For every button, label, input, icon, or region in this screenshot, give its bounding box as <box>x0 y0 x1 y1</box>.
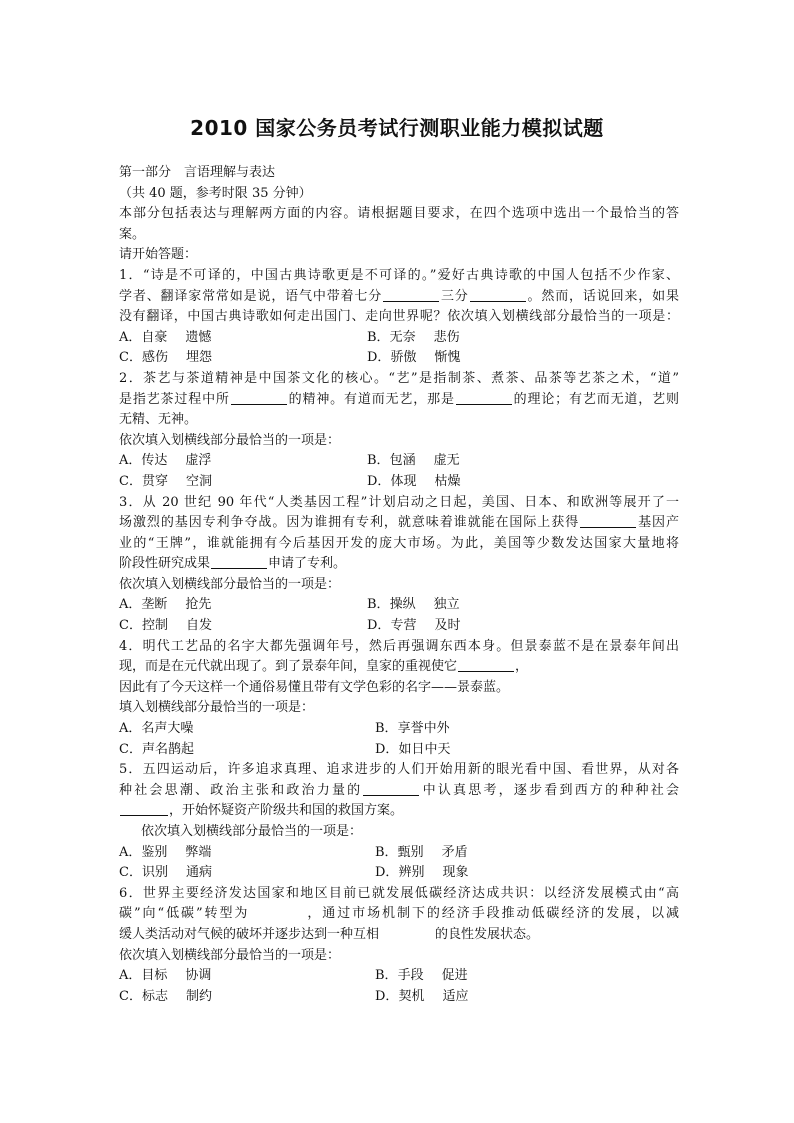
option-d: D．辨别 现象 <box>375 865 469 881</box>
option-row <box>119 740 679 761</box>
option-row <box>119 987 679 1008</box>
option-b: B．甄别 矛盾 <box>375 844 468 860</box>
option-row <box>119 863 679 884</box>
document-body <box>119 163 679 1007</box>
option-d: D．契机 适应 <box>375 988 469 1004</box>
question-text-line: ，开始怀疑资产阶级共和国的救国方案。 <box>119 801 679 822</box>
option-c: C．感伤 埋怨 <box>119 350 212 366</box>
option-row <box>119 719 679 740</box>
question-5 <box>119 760 679 884</box>
section-intro-cont: 案。 <box>119 226 146 242</box>
section-heading: 第一部分 言语理解与表达 <box>119 165 276 180</box>
option-a: A．自豪 遗憾 <box>119 329 212 345</box>
question-6 <box>119 884 679 1008</box>
option-row <box>119 966 679 987</box>
fill-blank <box>363 782 419 796</box>
option-row <box>119 616 679 637</box>
question-prompt: 填入划横线部分最恰当的一项是： <box>119 700 315 716</box>
fill-blank <box>231 391 287 405</box>
question-4 <box>119 637 679 761</box>
option-b: B．无奈 悲伤 <box>367 329 460 345</box>
option-a: A．目标 协调 <box>119 968 212 984</box>
question-text-line: 1．“诗是不可译的，中国古典诗歌更是不可译的。”爱好古典诗歌的中国人包括不少作家、 <box>119 267 679 283</box>
fill-blank <box>580 514 636 528</box>
question-text-line: 4．明代工艺品的名字大都先强调年号，然后再强调东西本身。但景泰蓝不是在景泰年间出 <box>119 638 679 654</box>
question-prompt: 依次填入划横线部分最恰当的一项是： <box>119 432 341 448</box>
option-c: C．贯穿 空洞 <box>119 473 212 489</box>
question-text-line: 种社会思潮、政治主张和政治力量的 中认真思考，逐步看到西方的种种社会 <box>119 782 679 798</box>
question-text-line: 因此有了今天这样一个通俗易懂且带有文学色彩的名字——景泰蓝。 <box>119 679 510 695</box>
fill-blank <box>120 802 168 816</box>
question-text-line: 2．茶艺与茶道精神是中国茶文化的核心。“艺”是指制茶、煮茶、品茶等艺茶之术，“道” <box>119 370 679 386</box>
fill-blank <box>458 658 514 672</box>
fill-blank <box>456 391 512 405</box>
question-text-line: 5．五四运动后，许多追求真理、追求进步的人们开始用新的眼光看中国、看世界，从对各 <box>119 762 679 778</box>
fill-blank <box>470 288 526 302</box>
question-text-line: 是指艺茶过程中所 的精神。有道而无艺，那是 的理论；有艺而无道，艺则 <box>119 391 679 407</box>
question-text-line: 学者、翻译家常常如是说，语气中带着七分 三分 。然而，话说回来，如果 <box>119 288 679 304</box>
question-text-line: 现，而是在元代就出现了。到了景泰年间，皇家的重视使它 ， <box>119 659 529 675</box>
option-a: A．名声大噪 <box>119 721 194 737</box>
option-c: C．声名鹊起 <box>119 741 194 757</box>
option-c: C．标志 制约 <box>119 988 212 1004</box>
option-row <box>119 595 679 616</box>
option-row <box>119 451 679 472</box>
option-b: B．享誉中外 <box>375 721 450 737</box>
question-text-line: 阶段性研究成果 申请了专利。 <box>119 556 347 572</box>
question-1 <box>119 266 679 369</box>
option-a: A．传达 虚浮 <box>119 453 212 469</box>
question-text-line: 没有翻译，中国古典诗歌如何走出国门、走向世界呢？依次填入划横线部分最恰当的一项是： <box>119 309 679 325</box>
question-prompt: 依次填入划横线部分最恰当的一项是： <box>119 947 341 963</box>
question-2 <box>119 369 679 493</box>
option-d: D．骄傲 惭愧 <box>367 350 461 366</box>
option-row <box>119 472 679 493</box>
question-prompt: 依次填入划横线部分最恰当的一项是： <box>119 576 341 592</box>
question-text-line: 碳”向“低碳”转型为 ，通过市场机制下的经济手段推动低碳经济的发展，以减 <box>119 906 679 922</box>
section-time-limit: （共 40 题，参考时限 35 分钟） <box>119 185 312 201</box>
option-row <box>119 328 679 349</box>
question-text-line: 业的“王牌”，谁就能拥有今后基因开发的庞大市场。为此，美国等少数发达国家大量地将 <box>119 535 679 551</box>
question-text-line: 3．从 20 世纪 90 年代“人类基因工程”计划启动之日起，美国、日本、和欧洲等展开了一 <box>119 494 679 510</box>
option-d: D．专营 及时 <box>367 618 461 634</box>
fill-blank <box>383 288 439 302</box>
option-d: D．体现 枯燥 <box>367 473 461 489</box>
question-text-line: 场激烈的基因专利争夺战。因为谁拥有专利，就意味着谁就能在国际上获得 基因产 <box>119 515 679 531</box>
option-row <box>119 843 679 864</box>
option-b: B．包涵 虚无 <box>367 453 460 469</box>
question-text-line: 6．世界主要经济发达国家和地区目前已就发展低碳经济达成共识：以经济发展模式由“高 <box>119 885 679 901</box>
page-title: 2010 国家公务员考试行测职业能力模拟试题 <box>190 116 604 140</box>
fill-blank <box>211 555 267 569</box>
option-d: D．如日中天 <box>375 741 451 757</box>
option-c: C．识别 通病 <box>119 865 212 881</box>
question-text-line: 无精、无神。 <box>119 412 198 428</box>
option-b: B．手段 促进 <box>375 968 468 984</box>
question-3 <box>119 493 679 637</box>
option-row <box>119 348 679 369</box>
question-text-line: 缓人类活动对气候的破坏并逐步达到一种互相 的良性发展状态。 <box>119 926 540 942</box>
option-a: A．鉴别 弊端 <box>119 844 212 860</box>
section-intro: 本部分包括表达与理解两方面的内容。请根据题目要求，在四个选项中选出一个最恰当的答 <box>119 206 679 222</box>
option-a: A．垄断 抢先 <box>119 597 212 613</box>
start-instruction: 请开始答题： <box>119 247 198 263</box>
question-prompt: 依次填入划横线部分最恰当的一项是： <box>141 824 363 839</box>
option-c: C．控制 自发 <box>119 618 212 634</box>
option-b: B．操纵 独立 <box>367 597 460 613</box>
